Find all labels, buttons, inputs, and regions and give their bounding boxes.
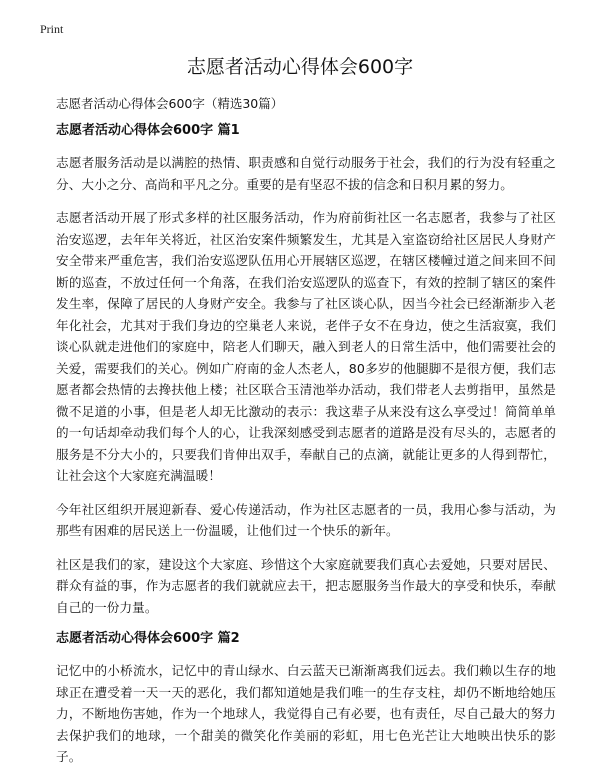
paragraph: 志愿者服务活动是以满腔的热情、职责感和自觉行动服务于社会，我们的行为没有轻重之分、大小之分、高尚和平凡之分。重要的是有坚忍不拔的信念和日积月累的努力。	[56, 155, 556, 192]
paragraph: 社区是我们的家，建设这个大家庭、珍惜这个大家庭就要我们真心去爱她，只要对居民、群众有益的事，作为志愿者的我们就就应去干，把志愿服务当作最大的享受和快乐，奉献自己的一份力量。	[56, 556, 556, 615]
paragraph: 记忆中的小桥流水，记忆中的青山绿水、白云蓝天已渐渐离我们远去。我们赖以生存的地球正在遭受着一天一天的恶化，我们都知道她是我们唯一的生存支柱，却仍不断地给她压力，不断地伤害她，作为一个地球人，我觉得自己有必要，也有责任，尽自己最大的努力去保护我们的地球，一个甜美的微笑化作美丽的彩虹，用七色光芒让大地映出快乐的影子。	[56, 663, 556, 764]
section-heading: 志愿者活动心得体会600字 篇2	[56, 631, 240, 646]
page-title: 志愿者活动心得体会600字	[186, 56, 414, 78]
page-subtitle: 志愿者活动心得体会600字（精选30篇）	[56, 96, 284, 111]
paragraph: 志愿者活动开展了形式多样的社区服务活动，作为府前街社区一名志愿者，我参与了社区治安巡逻，去年年关将近，社区治安案件频繁发生，尤其是入室盗窃给社区居民人身财产安全带来严重危害，我们治安巡逻队伍用心开展辖区巡逻，在辖区楼幢过道之间来回不间断的巡查，不放过任何一个角落，在我们治安巡逻队的巡查下，有效的控制了辖区的案件发生率，保障了居民的人身财产安全。我参与了社区谈心队，因当今社会已经渐渐步入老年化社会，尤其对于我们身边的空巢老人来说，老伴子女不在身边，使之生活寂寞，我们谈心队就走进他们的家庭中，陪老人们聊天，融入到老人的日常生活中，他们需要社会的关爱，需要我们的关心。例如广府南的金人杰老人，80多岁的他腿脚不是很方便，我们志愿者都会热情的去搀扶他上楼；社区联合玉清池举办活动，我们带老人去剪指甲，虽然是微不足道的小事，但是老人却无比激动的表示：我这辈子从来没有这么享受过！简简单单的一句话却牵动我们每个人的心，让我深刻感受到志愿者的道路是没有尽头的，志愿者的服务是不分大小的，只要我们肯伸出双手，奉献自己的点滴，就能让更多的人得到帮忙，让社会这个大家庭充满温暖！	[56, 210, 556, 483]
print-link[interactable]: Print	[40, 22, 64, 36]
article-body	[56, 122, 556, 780]
paragraph: 今年社区组织开展迎新春、爱心传递活动，作为社区志愿者的一员，我用心参与活动，为那些有困难的居民送上一份温暖，让他们过一个快乐的新年。	[56, 501, 556, 538]
section-heading: 志愿者活动心得体会600字 篇1	[56, 123, 240, 138]
